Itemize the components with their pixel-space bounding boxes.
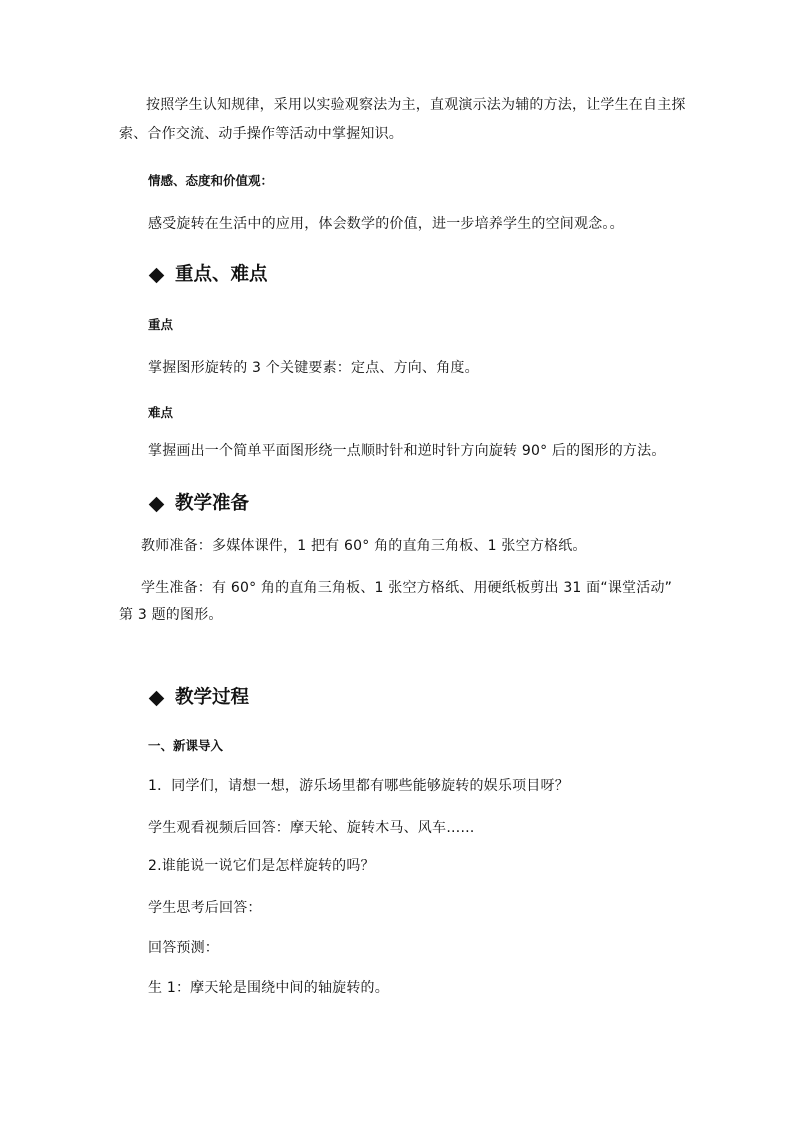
student-preparation-line-2: 第 3 题的图形。	[119, 607, 223, 623]
section-heading-process	[148, 685, 249, 711]
question-2: 2.谁能说一说它们是怎样旋转的吗？	[148, 858, 375, 874]
emotion-heading: 情感、态度和价值观：	[148, 173, 274, 188]
difficulty-label: 难点	[148, 405, 174, 420]
preparation-heading: 教学准备	[175, 493, 250, 514]
section-heading-key-points	[148, 262, 268, 288]
focus-text: 掌握图形旋转的 3 个关键要素：定点、方向、角度。	[148, 360, 479, 376]
intro-line-2: 索、合作交流、动手操作等活动中掌握知识。	[119, 126, 403, 142]
answer-1: 学生观看视频后回答：摩天轮、旋转木马、风车……	[148, 820, 475, 836]
question-1: 1．同学们，请想一想，游乐场里都有哪些能够旋转的娱乐项目呀？	[148, 778, 569, 794]
diamond-bullet-icon	[149, 496, 165, 512]
answer-2: 学生思考后回答：	[148, 900, 262, 916]
section-heading-preparation	[148, 491, 249, 517]
process-heading: 教学过程	[175, 687, 250, 708]
answer-prediction: 回答预测：	[148, 940, 219, 956]
diamond-bullet-icon	[149, 267, 165, 283]
key-points-heading: 重点、难点	[175, 264, 268, 285]
teacher-preparation: 教师准备：多媒体课件，1 把有 60° 角的直角三角板、1 张空方格纸。	[141, 538, 587, 554]
difficulty-text: 掌握画出一个简单平面图形绕一点顺时针和逆时针方向旋转 90° 后的图形的方法。	[148, 443, 666, 459]
emotion-text: 感受旋转在生活中的应用，体会数学的价值，进一步培养学生的空间观念。。	[148, 216, 624, 232]
section-new-lesson-intro: 一、新课导入	[148, 738, 224, 753]
student-1-answer: 生 1：摩天轮是围绕中间的轴旋转的。	[148, 980, 389, 996]
student-preparation-line-1: 学生准备：有 60° 角的直角三角板、1 张空方格纸、用硬纸板剪出 31 面“课堂活动”	[141, 580, 673, 596]
diamond-bullet-icon	[149, 690, 165, 706]
intro-line-1: 按照学生认知规律，采用以实验观察法为主，直观演示法为辅的方法，让学生在自主探	[146, 97, 686, 113]
focus-label: 重点	[148, 317, 174, 332]
